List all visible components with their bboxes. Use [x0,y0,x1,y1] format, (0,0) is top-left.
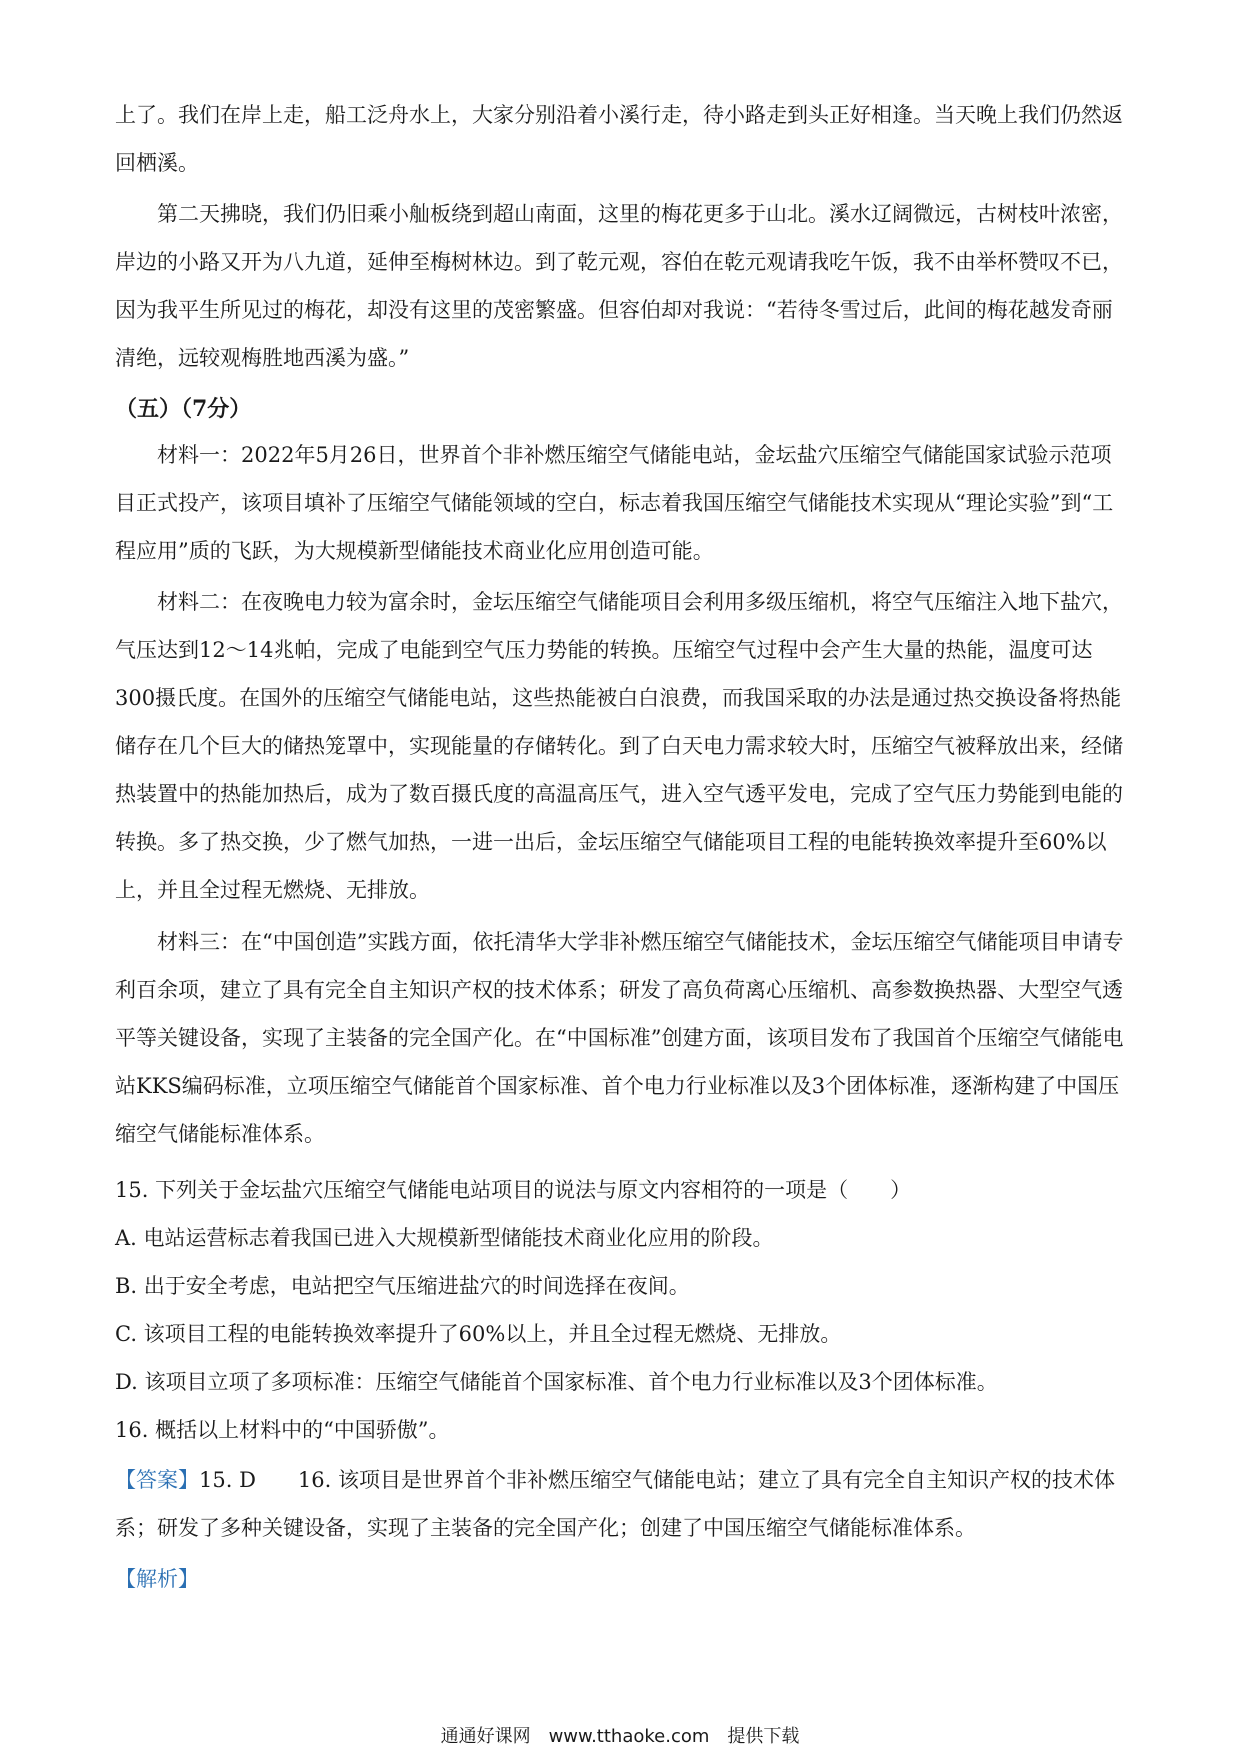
analysis-tag: 【解析】 [115,1567,199,1591]
material-one: 材料一：2022年5月26日，世界首个非补燃压缩空气储能电站，金坛盐穴压缩空气储能国家试验示范项目正式投产，该项目填补了压缩空气储能领域的空白，标志着我国压缩空气储能技术实现从“理论实验”到“工程应用”质的飞跃，为大规模新型储能技术商业化应用创造可能。 [115,443,1114,563]
material-three: 材料三：在“中国创造”实践方面，依托清华大学非补燃压缩空气储能技术，金坛压缩空气储能项目申请专利百余项，建立了具有完全自主知识产权的技术体系；研发了高负荷离心压缩机、高参数换热器、大型空气透平等关键设备，实现了主装备的完全国产化。在“中国标准”创建方面，该项目发布了我国首个压缩空气储能电站KKS编码标准，立项压缩空气储能首个国家标准、首个电力行业标准以及3个团体标准，逐渐构建了中国压缩空气储能标准体系。 [115,930,1124,1146]
option-b: B. 出于安全考虑，电站把空气压缩进盐穴的时间选择在夜间。 [115,1274,690,1298]
question-15: 15. 下列关于金坛盐穴压缩空气储能电站项目的说法与原文内容相符的一项是（ ） [115,1178,912,1202]
answer-tag: 【答案】 [115,1468,199,1492]
paragraph-second-day: 第二天拂晓，我们仍旧乘小舢板绕到超山南面，这里的梅花更多于山北。溪水辽阔微远，古树枝叶浓密，岸边的小路又开为八九道，延伸至梅树林边。到了乾元观，容伯在乾元观请我吃午饭，我不由举杯赞叹不已，因为我平生所见过的梅花，却没有这里的茂密繁盛。但容伯却对我说：“若待冬雪过后，此间的梅花越发奇丽清绝，远较观梅胜地西溪为盛。” [115,202,1123,370]
section-heading: （五）（7分） [115,396,252,422]
option-a: A. 电站运营标志着我国已进入大规模新型储能技术商业化应用的阶段。 [115,1226,774,1250]
answer-block [115,1456,1125,1552]
option-d: D. 该项目立项了多项标准：压缩空气储能首个国家标准、首个电力行业标准以及3个团体标准。 [115,1370,998,1394]
analysis-block [115,1555,1125,1603]
option-c: C. 该项目工程的电能转换效率提升了60%以上，并且全过程无燃烧、无排放。 [115,1322,842,1346]
paragraph-continued: 上了。我们在岸上走，船工泛舟水上，大家分别沿着小溪行走，待小路走到头正好相逢。当天晚上我们仍然返回栖溪。 [115,103,1123,175]
material-two: 材料二：在夜晚电力较为富余时，金坛压缩空气储能项目会利用多级压缩机，将空气压缩注入地下盐穴，气压达到12～14兆帕，完成了电能到空气压力势能的转换。压缩空气过程中会产生大量的热能，温度可达300摄氏度。在国外的压缩空气储能电站，这些热能被白白浪费，而我国采取的办法是通过热交换设备将热能储存在几个巨大的储热笼罩中，实现能量的存储转化。到了白天电力需求较大时，压缩空气被释放出来，经储热装置中的热能加热后，成为了数百摄氏度的高温高压气，进入空气透平发电，完成了空气压力势能到电能的转换。多了热交换，少了燃气加热，一进一出后，金坛压缩空气储能项目工程的电能转换效率提升至60%以上，并且全过程无燃烧、无排放。 [115,590,1123,902]
answer-text: 15. D 16. 该项目是世界首个非补燃压缩空气储能电站；建立了具有完全自主知识产权的技术体系；研发了多种关键设备，实现了主装备的完全国产化；创建了中国压缩空气储能标准体系。 [115,1468,1115,1540]
page-footer: 通通好课网 www.tthaoke.com 提供下载 [440,1726,800,1747]
question-16: 16. 概括以上材料中的“中国骄傲”。 [115,1418,450,1442]
